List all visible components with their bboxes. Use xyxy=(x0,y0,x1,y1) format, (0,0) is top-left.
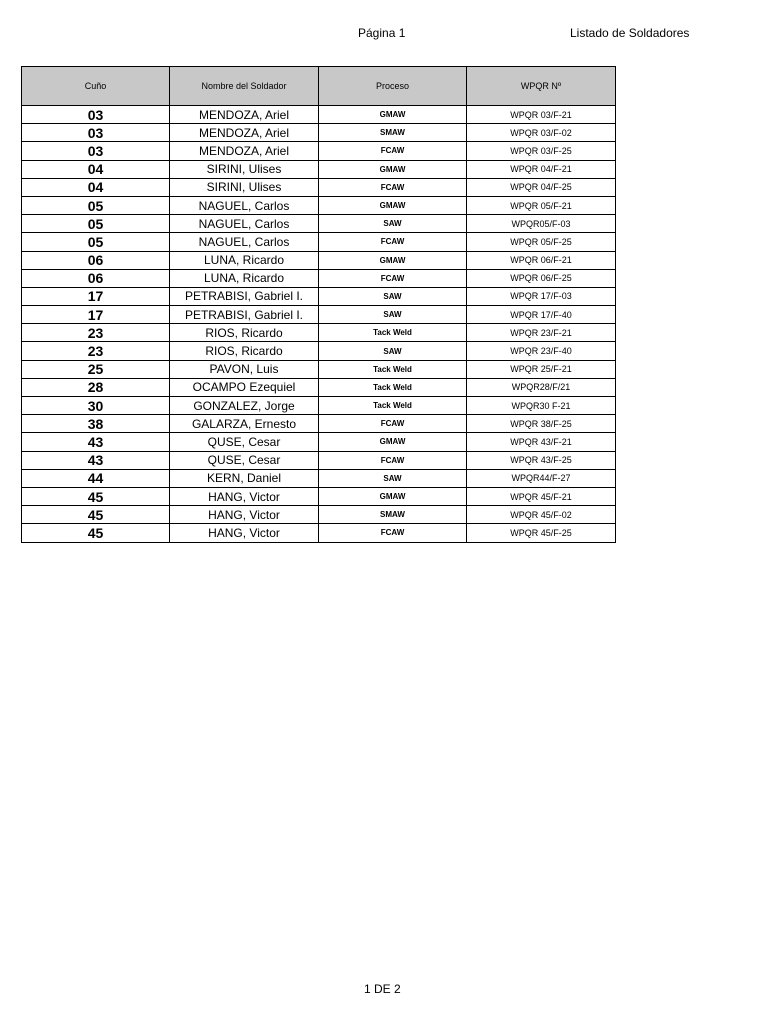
process-cell: SAW xyxy=(319,215,467,233)
process-cell: SAW xyxy=(319,469,467,487)
process-cell: GMAW xyxy=(319,251,467,269)
welder-name-cell: QUSE, Cesar xyxy=(170,433,319,451)
table-row xyxy=(22,233,616,251)
table-row xyxy=(22,342,616,360)
process-cell: GMAW xyxy=(319,433,467,451)
welder-name-cell: NAGUEL, Carlos xyxy=(170,196,319,214)
cuno-cell: 06 xyxy=(22,251,170,269)
wpqr-cell: WPQR 06/F-21 xyxy=(467,251,616,269)
process-cell: GMAW xyxy=(319,487,467,505)
wpqr-cell: WPQR 04/F-25 xyxy=(467,178,616,196)
process-cell: Tack Weld xyxy=(319,324,467,342)
wpqr-cell: WPQR 05/F-21 xyxy=(467,196,616,214)
table-row xyxy=(22,124,616,142)
table-row xyxy=(22,215,616,233)
cuno-cell: 45 xyxy=(22,524,170,542)
table-row xyxy=(22,378,616,396)
page-number-label: Página 1 xyxy=(358,26,406,40)
wpqr-cell: WPQR 45/F-25 xyxy=(467,524,616,542)
cuno-cell: 17 xyxy=(22,287,170,305)
page-count: 1 DE 2 xyxy=(364,982,401,996)
table-row xyxy=(22,251,616,269)
table-header-row xyxy=(22,67,616,106)
wpqr-cell: WPQR44/F-27 xyxy=(467,469,616,487)
table-row xyxy=(22,524,616,542)
cuno-cell: 06 xyxy=(22,269,170,287)
welder-name-cell: GONZALEZ, Jorge xyxy=(170,397,319,415)
cuno-cell: 43 xyxy=(22,451,170,469)
welder-name-cell: MENDOZA, Ariel xyxy=(170,106,319,124)
welder-name-cell: GALARZA, Ernesto xyxy=(170,415,319,433)
cuno-cell: 04 xyxy=(22,160,170,178)
process-cell: GMAW xyxy=(319,196,467,214)
column-header-proceso: Proceso xyxy=(319,67,467,106)
welder-name-cell: MENDOZA, Ariel xyxy=(170,142,319,160)
wpqr-cell: WPQR 04/F-21 xyxy=(467,160,616,178)
table-row xyxy=(22,506,616,524)
table-row xyxy=(22,397,616,415)
cuno-cell: 05 xyxy=(22,196,170,214)
cuno-cell: 03 xyxy=(22,106,170,124)
process-cell: Tack Weld xyxy=(319,360,467,378)
wpqr-cell: WPQR 43/F-21 xyxy=(467,433,616,451)
process-cell: FCAW xyxy=(319,524,467,542)
cuno-cell: 30 xyxy=(22,397,170,415)
table-row xyxy=(22,433,616,451)
process-cell: Tack Weld xyxy=(319,397,467,415)
cuno-cell: 17 xyxy=(22,306,170,324)
welder-name-cell: RIOS, Ricardo xyxy=(170,324,319,342)
column-header-wpqr: WPQR Nº xyxy=(467,67,616,106)
document-title: Listado de Soldadores xyxy=(570,26,690,40)
wpqr-cell: WPQR 23/F-40 xyxy=(467,342,616,360)
cuno-cell: 23 xyxy=(22,324,170,342)
welder-name-cell: HANG, Victor xyxy=(170,487,319,505)
wpqr-cell: WPQR30 F-21 xyxy=(467,397,616,415)
wpqr-cell: WPQR 06/F-25 xyxy=(467,269,616,287)
wpqr-cell: WPQR 23/F-21 xyxy=(467,324,616,342)
welder-name-cell: LUNA, Ricardo xyxy=(170,251,319,269)
table-header xyxy=(22,67,616,106)
welder-name-cell: PETRABISI, Gabriel I. xyxy=(170,287,319,305)
wpqr-cell: WPQR 45/F-21 xyxy=(467,487,616,505)
cuno-cell: 38 xyxy=(22,415,170,433)
process-cell: SAW xyxy=(319,306,467,324)
process-cell: SAW xyxy=(319,287,467,305)
wpqr-cell: WPQR28/F/21 xyxy=(467,378,616,396)
process-cell: FCAW xyxy=(319,451,467,469)
process-cell: SMAW xyxy=(319,124,467,142)
table-row xyxy=(22,324,616,342)
cuno-cell: 28 xyxy=(22,378,170,396)
process-cell: SAW xyxy=(319,342,467,360)
cuno-cell: 04 xyxy=(22,178,170,196)
wpqr-cell: WPQR 45/F-02 xyxy=(467,506,616,524)
wpqr-cell: WPQR 03/F-21 xyxy=(467,106,616,124)
process-cell: GMAW xyxy=(319,160,467,178)
welder-name-cell: SIRINI, Ulises xyxy=(170,178,319,196)
welder-name-cell: NAGUEL, Carlos xyxy=(170,215,319,233)
cuno-cell: 45 xyxy=(22,487,170,505)
cuno-cell: 43 xyxy=(22,433,170,451)
welder-name-cell: NAGUEL, Carlos xyxy=(170,233,319,251)
table-row xyxy=(22,306,616,324)
welder-name-cell: QUSE, Cesar xyxy=(170,451,319,469)
column-header-nombre: Nombre del Soldador xyxy=(170,67,319,106)
process-cell: FCAW xyxy=(319,269,467,287)
table-row xyxy=(22,178,616,196)
process-cell: SMAW xyxy=(319,506,467,524)
wpqr-cell: WPQR 17/F-40 xyxy=(467,306,616,324)
welder-name-cell: PETRABISI, Gabriel I. xyxy=(170,306,319,324)
wpqr-cell: WPQR05/F-03 xyxy=(467,215,616,233)
process-cell: Tack Weld xyxy=(319,378,467,396)
welder-name-cell: PAVON, Luis xyxy=(170,360,319,378)
welders-table xyxy=(21,66,616,543)
table-row xyxy=(22,360,616,378)
table-row xyxy=(22,287,616,305)
wpqr-cell: WPQR 43/F-25 xyxy=(467,451,616,469)
cuno-cell: 45 xyxy=(22,506,170,524)
cuno-cell: 03 xyxy=(22,124,170,142)
welder-name-cell: RIOS, Ricardo xyxy=(170,342,319,360)
wpqr-cell: WPQR 25/F-21 xyxy=(467,360,616,378)
welder-name-cell: HANG, Victor xyxy=(170,524,319,542)
wpqr-cell: WPQR 17/F-03 xyxy=(467,287,616,305)
cuno-cell: 05 xyxy=(22,233,170,251)
column-header-cuno: Cuño xyxy=(22,67,170,106)
cuno-cell: 44 xyxy=(22,469,170,487)
wpqr-cell: WPQR 03/F-25 xyxy=(467,142,616,160)
welder-name-cell: KERN, Daniel xyxy=(170,469,319,487)
table-row xyxy=(22,269,616,287)
process-cell: GMAW xyxy=(319,106,467,124)
table-body xyxy=(22,106,616,543)
table-row xyxy=(22,142,616,160)
welder-name-cell: OCAMPO Ezequiel xyxy=(170,378,319,396)
welder-name-cell: SIRINI, Ulises xyxy=(170,160,319,178)
cuno-cell: 03 xyxy=(22,142,170,160)
welder-name-cell: MENDOZA, Ariel xyxy=(170,124,319,142)
welder-name-cell: HANG, Victor xyxy=(170,506,319,524)
wpqr-cell: WPQR 05/F-25 xyxy=(467,233,616,251)
table-row xyxy=(22,196,616,214)
process-cell: FCAW xyxy=(319,178,467,196)
table-row xyxy=(22,160,616,178)
table-row xyxy=(22,106,616,124)
cuno-cell: 25 xyxy=(22,360,170,378)
table-row xyxy=(22,469,616,487)
table-row xyxy=(22,451,616,469)
cuno-cell: 05 xyxy=(22,215,170,233)
process-cell: FCAW xyxy=(319,142,467,160)
table-row xyxy=(22,487,616,505)
process-cell: FCAW xyxy=(319,415,467,433)
table-row xyxy=(22,415,616,433)
welder-name-cell: LUNA, Ricardo xyxy=(170,269,319,287)
process-cell: FCAW xyxy=(319,233,467,251)
wpqr-cell: WPQR 03/F-02 xyxy=(467,124,616,142)
cuno-cell: 23 xyxy=(22,342,170,360)
wpqr-cell: WPQR 38/F-25 xyxy=(467,415,616,433)
